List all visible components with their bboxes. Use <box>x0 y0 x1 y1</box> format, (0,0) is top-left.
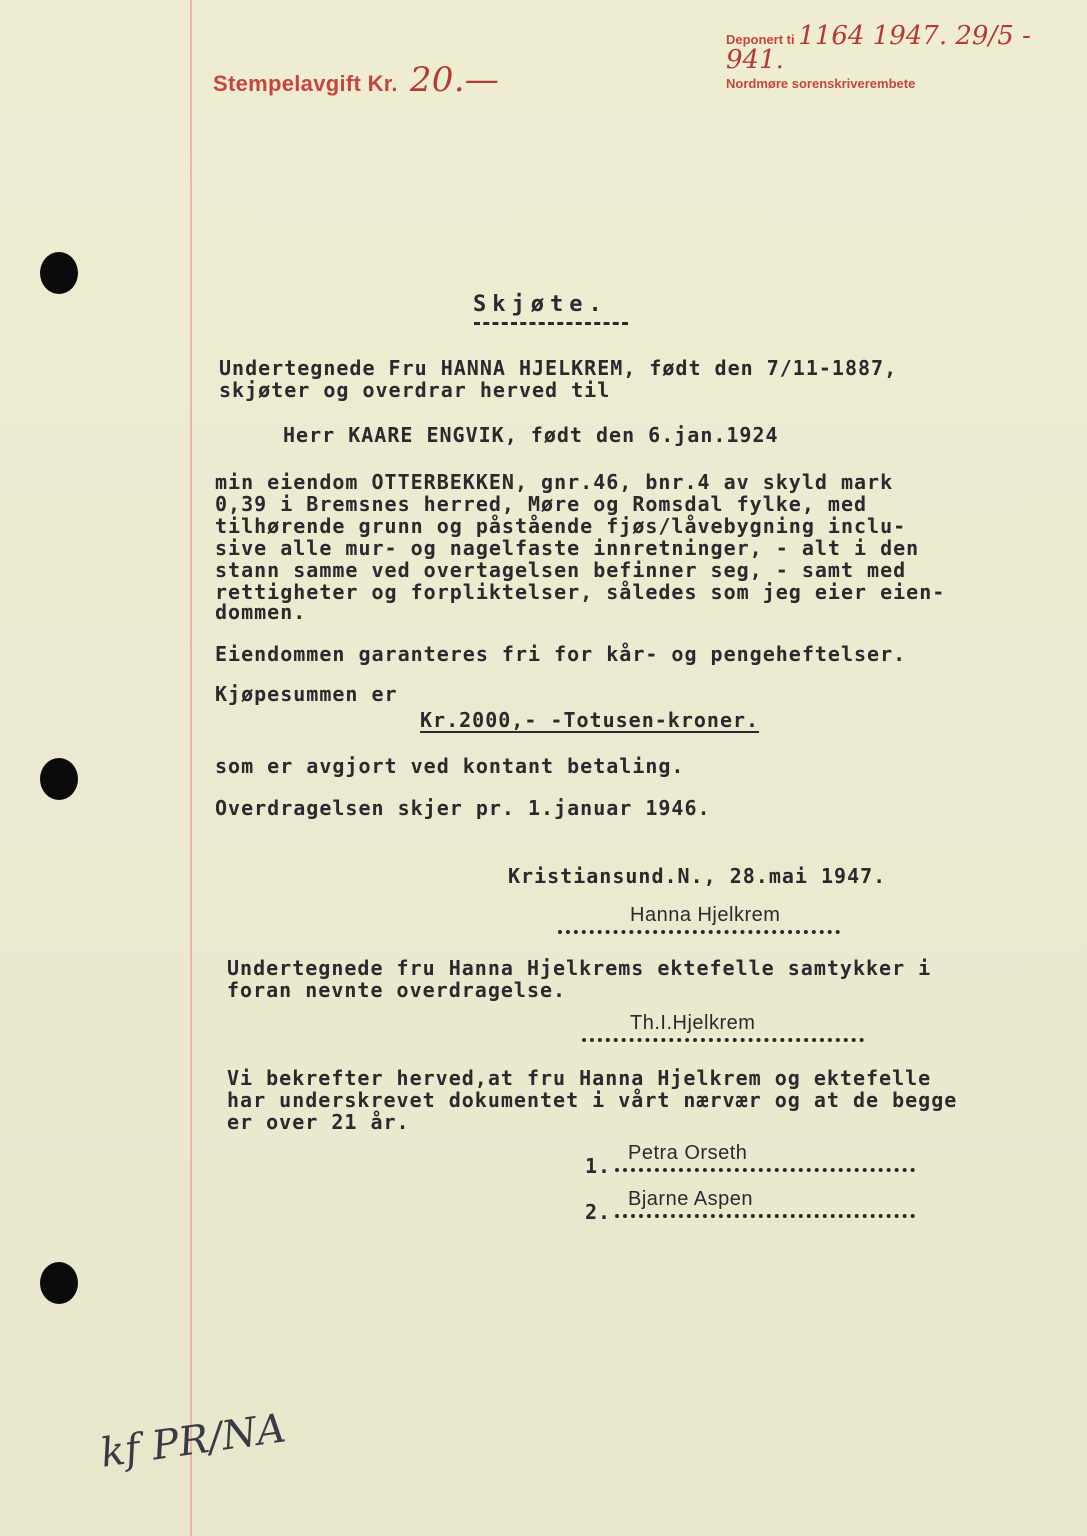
witness-statement-line: Vi bekrefter herved,at fru Hanna Hjelkrem og ektefelle <box>227 1066 932 1090</box>
signature-spouse: Th.I.Hjelkrem <box>630 1012 756 1034</box>
body-line: stann samme ved overtagelsen befinner seg, - samt med <box>215 558 907 582</box>
signature-dotted-line <box>615 1214 915 1222</box>
signature-seller: Hanna Hjelkrem <box>630 904 781 926</box>
witness-signature: Petra Orseth <box>628 1142 748 1164</box>
witness-number: 2. <box>585 1200 612 1224</box>
deposit-office: Nordmøre sorenskriverembete <box>726 76 916 91</box>
purchase-sum-label: Kjøpesummen er <box>215 682 398 706</box>
body-line: tilhørende grunn og påstående fjøs/låvebygning inclu- <box>215 514 907 538</box>
body-line: min eiendom OTTERBEKKEN, gnr.46, bnr.4 av skyld mark <box>215 470 894 494</box>
signature-dotted-line <box>558 930 840 938</box>
title-underline <box>474 322 628 325</box>
margin-line <box>190 0 192 1536</box>
stamp-tax-amount: 20.— <box>409 60 500 100</box>
place-date-line: Kristiansund.N., 28.mai 1947. <box>508 864 887 888</box>
consent-line: foran nevnte overdragelse. <box>227 978 567 1002</box>
purchase-sum-amount: Kr.2000,- -Totusen-kroner. <box>420 708 760 732</box>
document-title: Skjøte. <box>473 292 608 317</box>
witness-number: 1. <box>585 1154 612 1178</box>
witness-statement-line: er over 21 år. <box>227 1110 410 1134</box>
buyer-line: Herr KAARE ENGVIK, født den 6.jan.1924 <box>283 423 779 447</box>
stamp-tax <box>213 60 499 100</box>
consent-line: Undertegnede fru Hanna Hjelkrems ektefelle samtykker i <box>227 956 932 980</box>
stamp-tax-label: Stempelavgift Kr. <box>213 71 398 96</box>
body-line: 0,39 i Bremsnes herred, Møre og Romsdal fylke, med <box>215 492 868 516</box>
deposit-label: Deponert ti <box>726 32 795 47</box>
body-line: Undertegnede Fru HANNA HJELKREM, født den 7/11-1887, <box>219 356 898 380</box>
stamp-deposit <box>726 21 1087 94</box>
body-line: dommen. <box>215 600 307 624</box>
deposit-number: 1164 1947. 29/5 - 941. <box>726 21 1031 75</box>
witness-signature: Bjarne Aspen <box>628 1188 753 1210</box>
signature-dotted-line <box>615 1168 915 1176</box>
transfer-date-line: Overdragelsen skjer pr. 1.januar 1946. <box>215 796 711 820</box>
payment-line: som er avgjort ved kontant betaling. <box>215 754 685 778</box>
signature-dotted-line <box>582 1038 864 1046</box>
body-line: sive alle mur- og nagelfaste innretninger, - alt i den <box>215 536 920 560</box>
punch-hole <box>40 758 78 800</box>
body-line: rettigheter og forpliktelser, således som jeg eier eien- <box>215 580 946 604</box>
guarantee-line: Eiendommen garanteres fri for kår- og pengeheftelser. <box>215 642 907 666</box>
witness-statement-line: har underskrevet dokumentet i vårt nærvær og at de begge <box>227 1088 958 1112</box>
handwritten-initials: kf PR/NA <box>97 1405 289 1477</box>
body-line: skjøter og overdrar herved til <box>219 378 611 402</box>
punch-hole <box>40 1262 78 1304</box>
punch-hole <box>40 252 78 294</box>
